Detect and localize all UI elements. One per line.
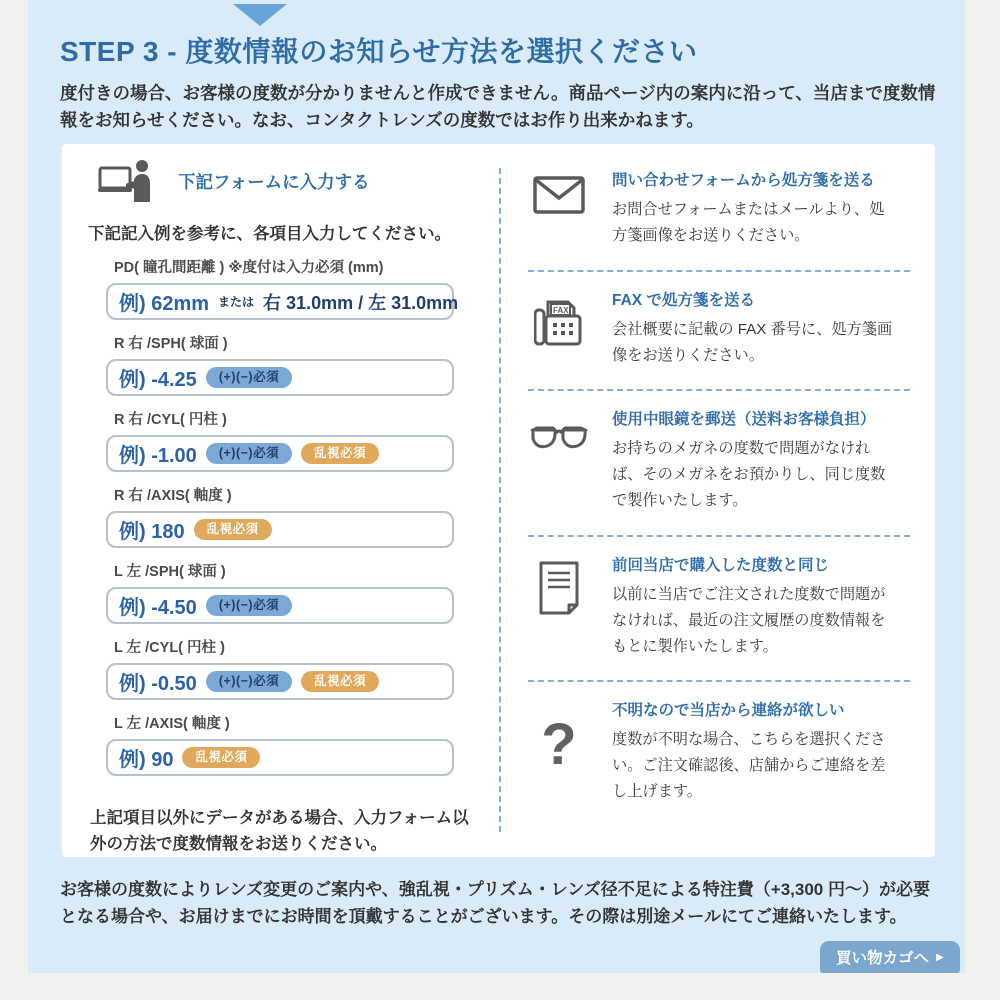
form-header	[98, 158, 488, 204]
vertical-dashed-divider	[499, 168, 501, 832]
astigmatism-required-badge: 乱視必須	[301, 671, 379, 692]
plus-minus-required-badge: (+)(−)必須	[206, 367, 292, 388]
methods-list	[528, 152, 910, 826]
astigmatism-required-badge: 乱視必須	[194, 519, 272, 540]
example-value: 例) -4.50	[119, 597, 197, 619]
page-title: STEP 3 - 度数情報のお知らせ方法を選択ください	[60, 36, 698, 67]
method-title: FAX で処方箋を送る	[612, 291, 755, 309]
example-value: 例) -4.25	[119, 369, 197, 391]
method-title: 使用中眼鏡を郵送（送料お客様負担）	[612, 411, 876, 429]
svg-text:FAX: FAX	[553, 305, 569, 315]
field-label-l-cyl: L 左 /CYL( 円柱 )	[114, 640, 225, 656]
example-value: 例) -0.50	[119, 673, 197, 695]
field-example-pd	[106, 283, 459, 320]
method-title: 問い合わせフォームから処方箋を送る	[612, 172, 875, 189]
example-value-2: 右 31.0mm / 左 31.0mm	[263, 292, 459, 313]
form-heading: 下記フォームに入力する	[178, 171, 370, 192]
form-section	[88, 158, 488, 857]
plus-minus-required-badge: (+)(−)必須	[206, 595, 292, 616]
method-text	[612, 288, 894, 369]
method-text	[612, 553, 894, 660]
method-text	[612, 698, 894, 805]
astigmatism-required-badge: 乱視必須	[301, 443, 379, 464]
example-value: 例) 180	[119, 521, 185, 543]
footer-note: お客様の度数によりレンズ変更のご案内や、強乱視・プリズム・レンズ径不足による特注費（+3,300 円〜）が必要となる場合や、お届けまでにお時間を頂戴することがございます。その際は別途メールにてご連絡いたします。	[60, 880, 930, 927]
cart-button-label: 買い物カゴへ	[836, 950, 930, 967]
method-text	[612, 168, 894, 249]
document-icon	[528, 553, 590, 660]
method-title: 前回当店で購入した度数と同じ	[612, 556, 830, 574]
method-item-previous-order	[528, 537, 910, 683]
field-example-r-cyl	[106, 435, 454, 472]
field-example-l-cyl	[106, 663, 454, 700]
form-fields	[106, 256, 459, 776]
method-body: お持ちのメガネの度数で問題がなければ、そのメガネをお預かりし、同じ度数で製作いたします。	[612, 440, 886, 510]
field-label-l-axis: L 左 /AXIS( 軸度 )	[114, 716, 230, 732]
field-label-l-sph: L 左 /SPH( 球面 )	[114, 564, 226, 580]
field-label-r-cyl: R 右 /CYL( 円柱 )	[114, 412, 227, 428]
method-item-contact-form	[528, 152, 910, 272]
glasses-icon	[528, 407, 590, 514]
astigmatism-required-badge: 乱視必須	[182, 747, 260, 768]
cart-button[interactable]	[820, 941, 960, 973]
example-value: 例) 62mm	[119, 293, 210, 315]
methods-card	[62, 144, 935, 857]
method-body: 度数が不明な場合、こちらを選択ください。ご注文確認後、店舗からご連絡を差し上げます。	[612, 731, 886, 801]
method-item-mail-glasses	[528, 391, 910, 537]
field-example-l-axis	[106, 739, 454, 776]
form-note: 上記項目以外にデータがある場合、入力フォーム以外の方法で度数情報をお送りください。	[90, 809, 469, 853]
field-label-pd: PD( 瞳孔間距離 ) ※度付は入力必須 (mm)	[114, 260, 384, 276]
form-instruction: 下記記入例を参考に、各項目入力してください。	[88, 225, 451, 243]
person-at-computer-icon	[98, 158, 156, 204]
question-icon: ?	[541, 712, 577, 778]
field-example-r-sph	[106, 359, 454, 396]
plus-minus-required-badge: (+)(−)必須	[206, 443, 292, 464]
method-body: お問合せフォームまたはメールより、処方箋画像をお送りください。	[612, 201, 885, 244]
field-example-r-axis	[106, 511, 454, 548]
method-item-fax	[528, 272, 910, 392]
example-connector: または	[218, 295, 255, 309]
fax-icon	[528, 288, 590, 369]
example-value: 例) 90	[119, 749, 174, 771]
arrow-right-icon: ▶	[936, 951, 944, 963]
field-example-l-sph	[106, 587, 454, 624]
field-label-r-axis: R 右 /AXIS( 軸度 )	[114, 488, 232, 504]
field-label-r-sph: R 右 /SPH( 球面 )	[114, 336, 228, 352]
example-value: 例) -1.00	[119, 445, 197, 467]
method-body: 会社概要に記載の FAX 番号に、処方箋画像をお送りください。	[612, 320, 893, 364]
triangle-down-icon	[233, 4, 287, 26]
method-title: 不明なので当店から連絡が欲しい	[612, 702, 845, 720]
method-body: 以前に当店でご注文された度数で問題がなければ、最近の注文履歴の度数情報をもとに製作いたします。	[612, 585, 886, 655]
method-text	[612, 407, 894, 514]
intro-text: 度付きの場合、お客様の度数が分かりませんと作成できません。商品ページ内の案内に沿って、当店まで度数情報をお知らせください。なお、コンタクトレンズの度数ではお作り出来かねます。	[60, 83, 936, 131]
envelope-icon	[528, 168, 590, 249]
plus-minus-required-badge: (+)(−)必須	[206, 671, 292, 692]
method-item-unknown	[528, 682, 910, 826]
